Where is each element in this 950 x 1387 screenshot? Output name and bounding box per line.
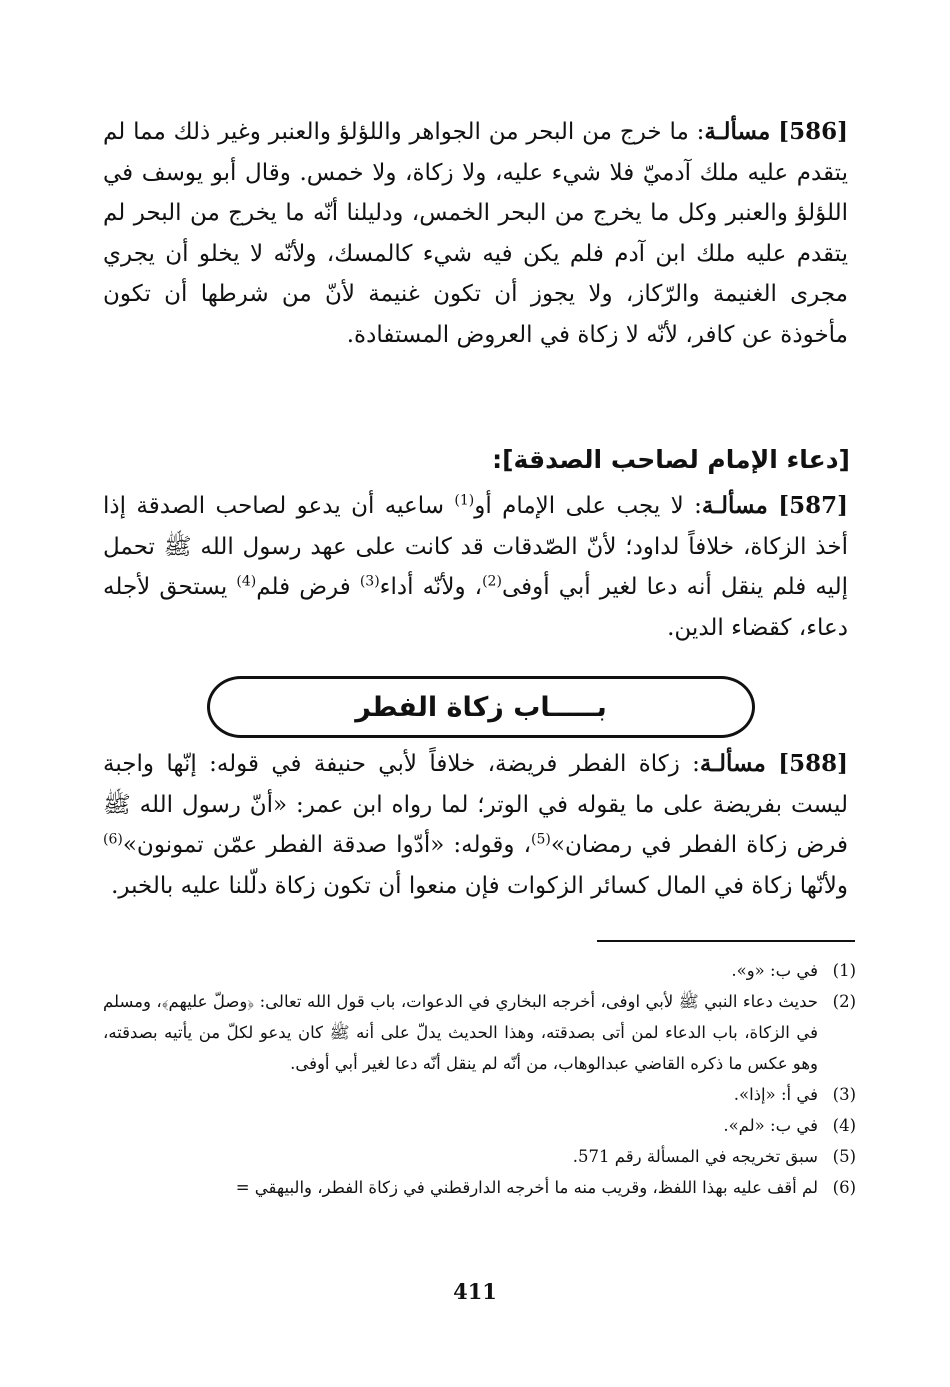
footnote-text: لم أقف عليه بهذا اللفظ، وقريب منه ما أخرجه الدارقطني في زكاة الفطر، والبيهقي =: [235, 1178, 818, 1197]
footnote-number: (3): [832, 1085, 856, 1104]
masala-number: [586]: [778, 118, 848, 145]
masala-text: ، وقوله: «أدّوا صدقة الفطر عمّن تمونون»: [122, 832, 532, 858]
masala-text: فرض فلم: [256, 574, 360, 600]
footnote-ref[interactable]: (6): [103, 831, 123, 848]
footnote-divider: [597, 940, 855, 942]
chapter-title-box: [207, 676, 755, 738]
footnote-number: (4): [832, 1116, 856, 1135]
section-heading: [دعاء الإمام لصاحب الصدقة]:: [492, 445, 850, 474]
masala-number: [588]: [778, 750, 848, 777]
footnote-ref[interactable]: (1): [454, 492, 475, 509]
masala-number: [587]: [778, 492, 848, 519]
footnote-text: في ب: «لم».: [723, 1116, 818, 1135]
footnote-ref[interactable]: (2): [482, 573, 502, 590]
masala-text: يستحق لأجله دعاء، كقضاء الدين.: [103, 574, 848, 641]
masala-keyword: مسألـة: [704, 118, 771, 145]
footnote-text: حديث دعاء النبي ﷺ لأبي اوفى، أخرجه البخاري في الدعوات، باب قول الله تعالى: ﴿وصلّ عليهم﴾، ومسلم في الزكاة، باب الدعاء لمن أتى بصدقته، وهذا الحديث يدلّ على أنه ﷺ كان يدعو لكلّ من يأتيه بصدقته، وهو عكس ما ذكره القاضي عبدالوهاب، من أنّه لم ينقل أنّه دعا لغير أبي أوفى.: [103, 992, 818, 1073]
masala-586-paragraph: [103, 112, 848, 355]
footnote-ref[interactable]: (3): [359, 573, 380, 590]
footnote-number: (6): [832, 1178, 856, 1197]
footnote: [103, 1079, 856, 1110]
footnote-ref[interactable]: (5): [531, 831, 551, 848]
footnote-text: في أ: «إذا».: [733, 1085, 818, 1104]
footnote: [103, 1141, 856, 1172]
footnote: [103, 1172, 856, 1203]
page-number: 411: [453, 1279, 497, 1304]
footnote: [103, 955, 856, 986]
masala-text: : زكاة الفطر فريضة، خلافاً لأبي حنيفة في قوله: إنّها واجبة ليست بفريضة على ما يقوله في الوتر؛ لما رواه ابن عمر: «أنّ رسول الله ﷺ فرض زكاة الفطر في رمضان»: [103, 751, 848, 858]
masala-text: ساعيه أن يدعو لصاحب الصدقة إذا أخذ الزكاة، خلافاً لداود؛ لأنّ الصّدقات قد كانت على عهد رسول الله ﷺ تحمل إليه فلم ينقل أنه دعا لغير أبي أوفى: [103, 493, 849, 600]
masala-588: [103, 744, 848, 906]
footnote: [103, 1110, 856, 1141]
footnote-number: (1): [832, 961, 856, 980]
masala-text: : لا يجب على الإمام أو: [474, 493, 702, 519]
masala-text: : ما خرج من البحر من الجواهر واللؤلؤ والعنبر وغير ذلك مما لم يتقدم عليه ملك آدميّ فلا شيء عليه، ولا زكاة، ولا خمس. وقال أبو يوسف في اللؤلؤ والعنبر وكل ما يخرج من البحر الخمس، ودليلنا أنّه ما يخرج من البحر لم يتقدم عليه ملك ابن آدم فلم يكن فيه شيء كالمسك، ولأنّه لا يخلو أن يجري مجرى الغنيمة والرّكاز، ولا يجوز أن تكون غنيمة لأنّ من شرطها أن تكون مأخوذة عن كافر، لأنّه لا زكاة في العروض المستفادة.: [103, 119, 848, 348]
masala-keyword: مسألـة: [701, 492, 768, 519]
footnote-text: في ب: «و».: [731, 961, 818, 980]
masala-text: ، ولأنّه أداء: [379, 574, 483, 600]
masala-587: [103, 486, 848, 648]
masala-keyword: مسألـة: [699, 750, 766, 777]
footnote-text: سبق تخريجه في المسألة رقم 571.: [572, 1147, 818, 1166]
footnote-number: (2): [832, 992, 856, 1011]
footnotes: [103, 955, 856, 1203]
footnote-number: (5): [832, 1147, 856, 1166]
masala-587-paragraph: [103, 486, 848, 648]
chapter-title: بـــــاب زكاة الفطر: [355, 691, 607, 723]
masala-text: ولأنّها زكاة في المال كسائر الزكوات فإن منعوا أن تكون زكاة دلّلنا عليه بالخبر.: [111, 872, 848, 899]
masala-588-paragraph: [103, 744, 848, 906]
footnote: [103, 986, 856, 1079]
masala-586: [103, 112, 848, 355]
footnote-ref[interactable]: (4): [236, 573, 257, 590]
